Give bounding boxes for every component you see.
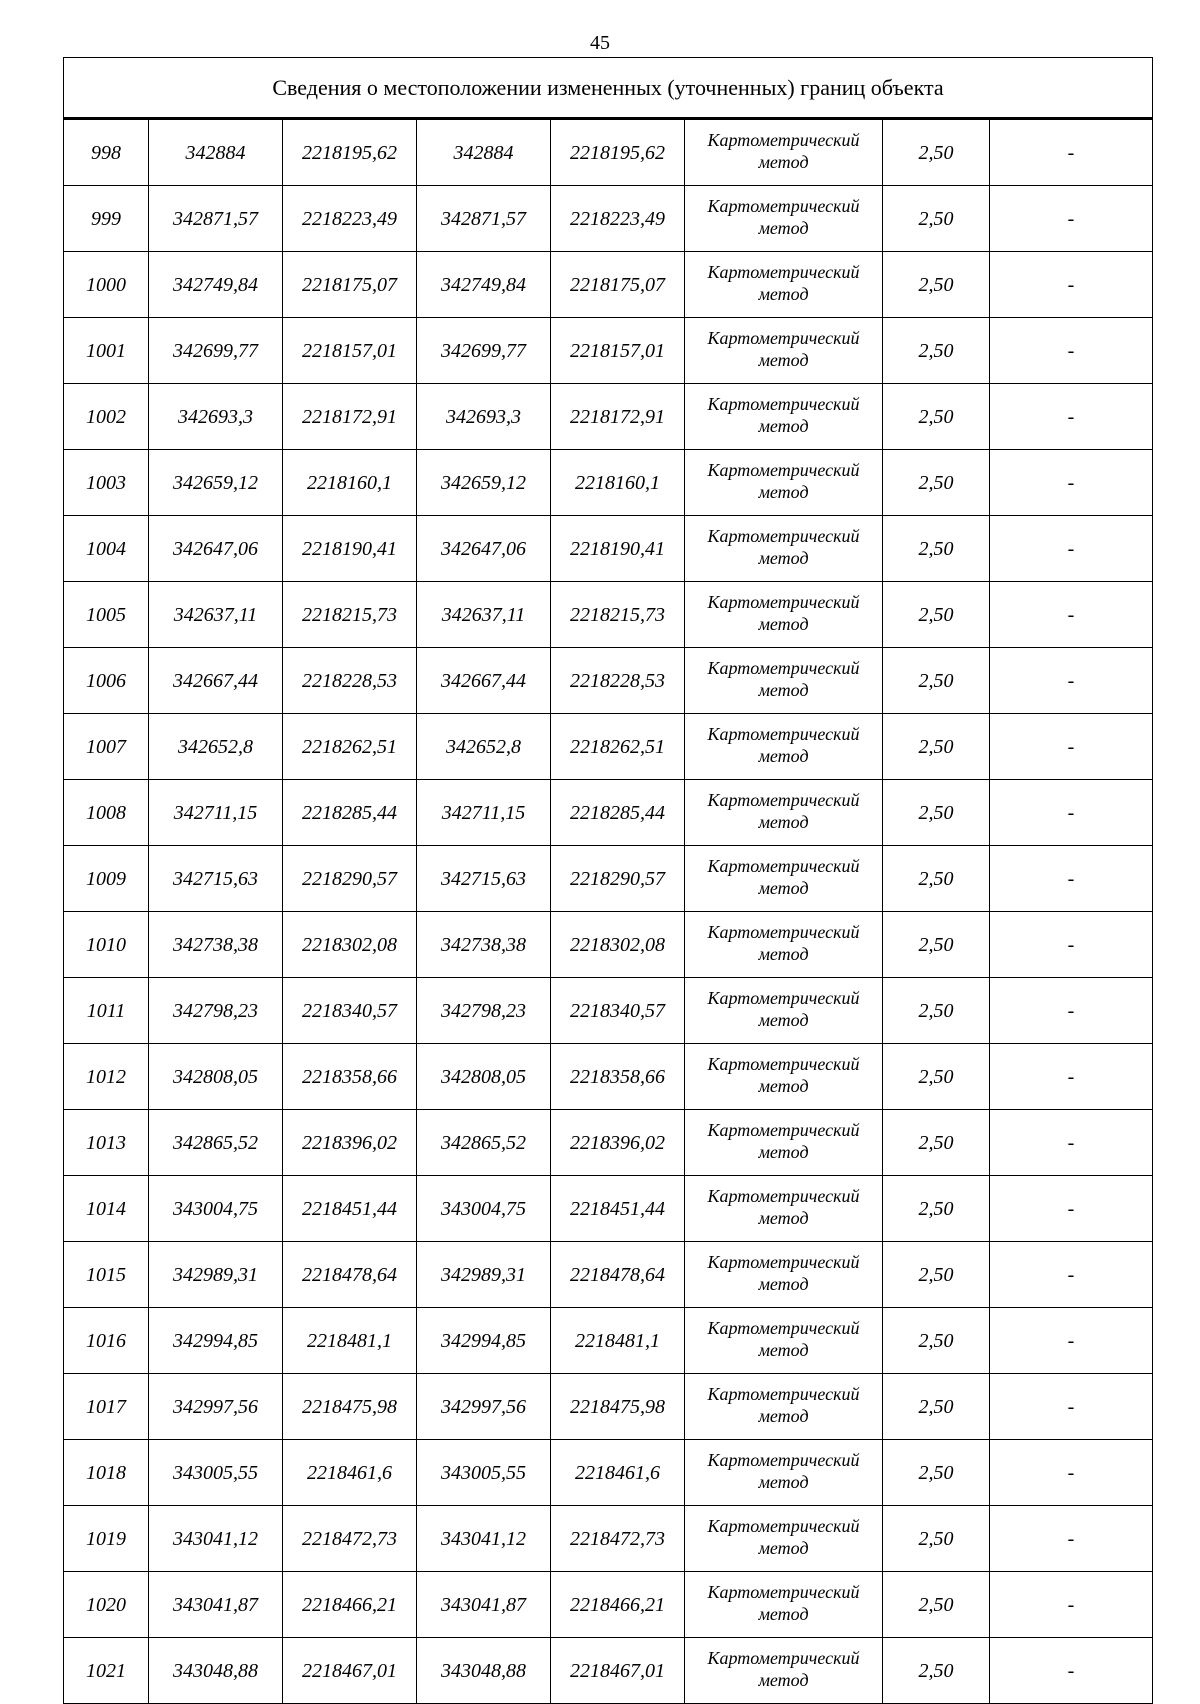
refined-x-cell: 342699,77 bbox=[417, 318, 551, 384]
method-cell: Картометрический метод bbox=[685, 582, 883, 648]
existing-x-cell: 342871,57 bbox=[149, 186, 283, 252]
existing-y-cell: 2218461,6 bbox=[283, 1440, 417, 1506]
method-cell: Картометрический метод bbox=[685, 516, 883, 582]
refined-y-cell: 2218481,1 bbox=[551, 1308, 685, 1374]
accuracy-cell: 2,50 bbox=[883, 846, 990, 912]
method-cell: Картометрический метод bbox=[685, 1440, 883, 1506]
method-cell: Картометрический метод bbox=[685, 384, 883, 450]
refined-x-cell: 343005,55 bbox=[417, 1440, 551, 1506]
table-row bbox=[64, 978, 1153, 1044]
note-cell: - bbox=[990, 516, 1153, 582]
refined-x-cell: 342871,57 bbox=[417, 186, 551, 252]
accuracy-cell: 2,50 bbox=[883, 1242, 990, 1308]
refined-y-cell: 2218396,02 bbox=[551, 1110, 685, 1176]
existing-x-cell: 342798,23 bbox=[149, 978, 283, 1044]
method-cell: Картометрический метод bbox=[685, 1506, 883, 1572]
note-cell: - bbox=[990, 186, 1153, 252]
accuracy-cell: 2,50 bbox=[883, 648, 990, 714]
table-row bbox=[64, 384, 1153, 450]
point-number-cell: 1003 bbox=[64, 450, 149, 516]
method-cell: Картометрический метод bbox=[685, 714, 883, 780]
refined-x-cell: 342884 bbox=[417, 119, 551, 186]
table-row bbox=[64, 119, 1153, 186]
refined-y-cell: 2218157,01 bbox=[551, 318, 685, 384]
refined-x-cell: 342693,3 bbox=[417, 384, 551, 450]
table-row bbox=[64, 780, 1153, 846]
table-body bbox=[64, 119, 1153, 1704]
point-number-cell: 1011 bbox=[64, 978, 149, 1044]
point-number-cell: 1013 bbox=[64, 1110, 149, 1176]
accuracy-cell: 2,50 bbox=[883, 450, 990, 516]
point-number-cell: 1015 bbox=[64, 1242, 149, 1308]
existing-y-cell: 2218175,07 bbox=[283, 252, 417, 318]
refined-x-cell: 342652,8 bbox=[417, 714, 551, 780]
point-number-cell: 999 bbox=[64, 186, 149, 252]
existing-x-cell: 342997,56 bbox=[149, 1374, 283, 1440]
table-row bbox=[64, 516, 1153, 582]
existing-y-cell: 2218285,44 bbox=[283, 780, 417, 846]
table-title: Сведения о местоположении измененных (уточненных) границ объекта bbox=[64, 58, 1153, 119]
refined-x-cell: 342997,56 bbox=[417, 1374, 551, 1440]
note-cell: - bbox=[990, 1242, 1153, 1308]
existing-y-cell: 2218358,66 bbox=[283, 1044, 417, 1110]
table-row bbox=[64, 1308, 1153, 1374]
existing-y-cell: 2218478,64 bbox=[283, 1242, 417, 1308]
existing-y-cell: 2218160,1 bbox=[283, 450, 417, 516]
point-number-cell: 1014 bbox=[64, 1176, 149, 1242]
refined-x-cell: 343041,87 bbox=[417, 1572, 551, 1638]
method-cell: Картометрический метод bbox=[685, 912, 883, 978]
table-row bbox=[64, 1176, 1153, 1242]
refined-x-cell: 342637,11 bbox=[417, 582, 551, 648]
refined-y-cell: 2218195,62 bbox=[551, 119, 685, 186]
refined-y-cell: 2218262,51 bbox=[551, 714, 685, 780]
table-row bbox=[64, 1374, 1153, 1440]
refined-x-cell: 343004,75 bbox=[417, 1176, 551, 1242]
table-row bbox=[64, 1506, 1153, 1572]
accuracy-cell: 2,50 bbox=[883, 1506, 990, 1572]
refined-y-cell: 2218172,91 bbox=[551, 384, 685, 450]
refined-x-cell: 342659,12 bbox=[417, 450, 551, 516]
existing-x-cell: 343041,12 bbox=[149, 1506, 283, 1572]
method-cell: Картометрический метод bbox=[685, 252, 883, 318]
note-cell: - bbox=[990, 1308, 1153, 1374]
existing-x-cell: 342637,11 bbox=[149, 582, 283, 648]
existing-x-cell: 343004,75 bbox=[149, 1176, 283, 1242]
refined-x-cell: 342865,52 bbox=[417, 1110, 551, 1176]
page-number: 45 bbox=[590, 32, 610, 54]
method-cell: Картометрический метод bbox=[685, 318, 883, 384]
refined-x-cell: 342711,15 bbox=[417, 780, 551, 846]
note-cell: - bbox=[990, 912, 1153, 978]
refined-y-cell: 2218223,49 bbox=[551, 186, 685, 252]
accuracy-cell: 2,50 bbox=[883, 978, 990, 1044]
accuracy-cell: 2,50 bbox=[883, 1374, 990, 1440]
point-number-cell: 1002 bbox=[64, 384, 149, 450]
point-number-cell: 1021 bbox=[64, 1638, 149, 1704]
note-cell: - bbox=[990, 1572, 1153, 1638]
table-row bbox=[64, 252, 1153, 318]
point-number-cell: 1016 bbox=[64, 1308, 149, 1374]
existing-x-cell: 342715,63 bbox=[149, 846, 283, 912]
existing-y-cell: 2218223,49 bbox=[283, 186, 417, 252]
table-title-row bbox=[64, 58, 1153, 119]
method-cell: Картометрический метод bbox=[685, 1308, 883, 1374]
accuracy-cell: 2,50 bbox=[883, 1440, 990, 1506]
table-row bbox=[64, 1242, 1153, 1308]
table-row bbox=[64, 186, 1153, 252]
refined-x-cell: 342798,23 bbox=[417, 978, 551, 1044]
refined-y-cell: 2218215,73 bbox=[551, 582, 685, 648]
existing-x-cell: 342647,06 bbox=[149, 516, 283, 582]
point-number-cell: 1019 bbox=[64, 1506, 149, 1572]
existing-x-cell: 342699,77 bbox=[149, 318, 283, 384]
refined-y-cell: 2218467,01 bbox=[551, 1638, 685, 1704]
existing-y-cell: 2218262,51 bbox=[283, 714, 417, 780]
method-cell: Картометрический метод bbox=[685, 846, 883, 912]
accuracy-cell: 2,50 bbox=[883, 912, 990, 978]
table-row bbox=[64, 1044, 1153, 1110]
table-row bbox=[64, 1110, 1153, 1176]
note-cell: - bbox=[990, 1638, 1153, 1704]
existing-y-cell: 2218466,21 bbox=[283, 1572, 417, 1638]
existing-x-cell: 343041,87 bbox=[149, 1572, 283, 1638]
point-number-cell: 1007 bbox=[64, 714, 149, 780]
note-cell: - bbox=[990, 714, 1153, 780]
refined-x-cell: 342715,63 bbox=[417, 846, 551, 912]
point-number-cell: 1009 bbox=[64, 846, 149, 912]
existing-y-cell: 2218215,73 bbox=[283, 582, 417, 648]
method-cell: Картометрический метод bbox=[685, 1572, 883, 1638]
refined-x-cell: 343041,12 bbox=[417, 1506, 551, 1572]
refined-x-cell: 342667,44 bbox=[417, 648, 551, 714]
existing-x-cell: 342989,31 bbox=[149, 1242, 283, 1308]
existing-y-cell: 2218228,53 bbox=[283, 648, 417, 714]
refined-y-cell: 2218478,64 bbox=[551, 1242, 685, 1308]
point-number-cell: 1017 bbox=[64, 1374, 149, 1440]
existing-y-cell: 2218190,41 bbox=[283, 516, 417, 582]
existing-y-cell: 2218302,08 bbox=[283, 912, 417, 978]
refined-y-cell: 2218472,73 bbox=[551, 1506, 685, 1572]
note-cell: - bbox=[990, 1506, 1153, 1572]
note-cell: - bbox=[990, 384, 1153, 450]
accuracy-cell: 2,50 bbox=[883, 119, 990, 186]
existing-y-cell: 2218195,62 bbox=[283, 119, 417, 186]
note-cell: - bbox=[990, 1110, 1153, 1176]
point-number-cell: 998 bbox=[64, 119, 149, 186]
accuracy-cell: 2,50 bbox=[883, 384, 990, 450]
existing-y-cell: 2218481,1 bbox=[283, 1308, 417, 1374]
table-row bbox=[64, 1638, 1153, 1704]
existing-x-cell: 343048,88 bbox=[149, 1638, 283, 1704]
refined-y-cell: 2218290,57 bbox=[551, 846, 685, 912]
refined-y-cell: 2218175,07 bbox=[551, 252, 685, 318]
method-cell: Картометрический метод bbox=[685, 1176, 883, 1242]
existing-y-cell: 2218340,57 bbox=[283, 978, 417, 1044]
table-row bbox=[64, 714, 1153, 780]
accuracy-cell: 2,50 bbox=[883, 1572, 990, 1638]
point-number-cell: 1008 bbox=[64, 780, 149, 846]
refined-y-cell: 2218358,66 bbox=[551, 1044, 685, 1110]
method-cell: Картометрический метод bbox=[685, 780, 883, 846]
existing-x-cell: 343005,55 bbox=[149, 1440, 283, 1506]
note-cell: - bbox=[990, 1044, 1153, 1110]
method-cell: Картометрический метод bbox=[685, 186, 883, 252]
refined-y-cell: 2218228,53 bbox=[551, 648, 685, 714]
note-cell: - bbox=[990, 1440, 1153, 1506]
refined-y-cell: 2218475,98 bbox=[551, 1374, 685, 1440]
existing-x-cell: 342659,12 bbox=[149, 450, 283, 516]
accuracy-cell: 2,50 bbox=[883, 780, 990, 846]
method-cell: Картометрический метод bbox=[685, 648, 883, 714]
refined-x-cell: 342994,85 bbox=[417, 1308, 551, 1374]
point-number-cell: 1001 bbox=[64, 318, 149, 384]
existing-x-cell: 342711,15 bbox=[149, 780, 283, 846]
method-cell: Картометрический метод bbox=[685, 450, 883, 516]
accuracy-cell: 2,50 bbox=[883, 252, 990, 318]
note-cell: - bbox=[990, 450, 1153, 516]
table-row bbox=[64, 846, 1153, 912]
refined-y-cell: 2218340,57 bbox=[551, 978, 685, 1044]
accuracy-cell: 2,50 bbox=[883, 582, 990, 648]
refined-y-cell: 2218285,44 bbox=[551, 780, 685, 846]
existing-y-cell: 2218396,02 bbox=[283, 1110, 417, 1176]
existing-x-cell: 342994,85 bbox=[149, 1308, 283, 1374]
accuracy-cell: 2,50 bbox=[883, 1110, 990, 1176]
note-cell: - bbox=[990, 318, 1153, 384]
method-cell: Картометрический метод bbox=[685, 1374, 883, 1440]
accuracy-cell: 2,50 bbox=[883, 1308, 990, 1374]
existing-y-cell: 2218290,57 bbox=[283, 846, 417, 912]
table-row bbox=[64, 582, 1153, 648]
accuracy-cell: 2,50 bbox=[883, 318, 990, 384]
accuracy-cell: 2,50 bbox=[883, 1176, 990, 1242]
refined-x-cell: 342738,38 bbox=[417, 912, 551, 978]
note-cell: - bbox=[990, 978, 1153, 1044]
existing-x-cell: 342865,52 bbox=[149, 1110, 283, 1176]
existing-y-cell: 2218451,44 bbox=[283, 1176, 417, 1242]
refined-y-cell: 2218160,1 bbox=[551, 450, 685, 516]
note-cell: - bbox=[990, 1374, 1153, 1440]
method-cell: Картометрический метод bbox=[685, 1110, 883, 1176]
note-cell: - bbox=[990, 648, 1153, 714]
refined-y-cell: 2218190,41 bbox=[551, 516, 685, 582]
table-row bbox=[64, 912, 1153, 978]
existing-y-cell: 2218467,01 bbox=[283, 1638, 417, 1704]
note-cell: - bbox=[990, 582, 1153, 648]
refined-y-cell: 2218451,44 bbox=[551, 1176, 685, 1242]
table-row bbox=[64, 318, 1153, 384]
accuracy-cell: 2,50 bbox=[883, 516, 990, 582]
note-cell: - bbox=[990, 119, 1153, 186]
existing-x-cell: 342808,05 bbox=[149, 1044, 283, 1110]
point-number-cell: 1012 bbox=[64, 1044, 149, 1110]
existing-x-cell: 342652,8 bbox=[149, 714, 283, 780]
refined-x-cell: 343048,88 bbox=[417, 1638, 551, 1704]
refined-y-cell: 2218466,21 bbox=[551, 1572, 685, 1638]
point-number-cell: 1006 bbox=[64, 648, 149, 714]
point-number-cell: 1018 bbox=[64, 1440, 149, 1506]
accuracy-cell: 2,50 bbox=[883, 1638, 990, 1704]
existing-y-cell: 2218172,91 bbox=[283, 384, 417, 450]
point-number-cell: 1005 bbox=[64, 582, 149, 648]
refined-x-cell: 342989,31 bbox=[417, 1242, 551, 1308]
table-row bbox=[64, 1440, 1153, 1506]
existing-y-cell: 2218472,73 bbox=[283, 1506, 417, 1572]
table-row bbox=[64, 1572, 1153, 1638]
point-number-cell: 1010 bbox=[64, 912, 149, 978]
accuracy-cell: 2,50 bbox=[883, 1044, 990, 1110]
refined-x-cell: 342808,05 bbox=[417, 1044, 551, 1110]
existing-y-cell: 2218157,01 bbox=[283, 318, 417, 384]
note-cell: - bbox=[990, 780, 1153, 846]
existing-x-cell: 342738,38 bbox=[149, 912, 283, 978]
point-number-cell: 1020 bbox=[64, 1572, 149, 1638]
point-number-cell: 1004 bbox=[64, 516, 149, 582]
existing-x-cell: 342884 bbox=[149, 119, 283, 186]
existing-x-cell: 342749,84 bbox=[149, 252, 283, 318]
method-cell: Картометрический метод bbox=[685, 1242, 883, 1308]
accuracy-cell: 2,50 bbox=[883, 714, 990, 780]
table-row bbox=[64, 648, 1153, 714]
accuracy-cell: 2,50 bbox=[883, 186, 990, 252]
method-cell: Картометрический метод bbox=[685, 119, 883, 186]
existing-x-cell: 342667,44 bbox=[149, 648, 283, 714]
refined-x-cell: 342749,84 bbox=[417, 252, 551, 318]
existing-y-cell: 2218475,98 bbox=[283, 1374, 417, 1440]
refined-y-cell: 2218461,6 bbox=[551, 1440, 685, 1506]
note-cell: - bbox=[990, 1176, 1153, 1242]
existing-x-cell: 342693,3 bbox=[149, 384, 283, 450]
refined-x-cell: 342647,06 bbox=[417, 516, 551, 582]
method-cell: Картометрический метод bbox=[685, 978, 883, 1044]
method-cell: Картометрический метод bbox=[685, 1044, 883, 1110]
method-cell: Картометрический метод bbox=[685, 1638, 883, 1704]
note-cell: - bbox=[990, 846, 1153, 912]
note-cell: - bbox=[990, 252, 1153, 318]
refined-y-cell: 2218302,08 bbox=[551, 912, 685, 978]
table-row bbox=[64, 450, 1153, 516]
point-number-cell: 1000 bbox=[64, 252, 149, 318]
boundary-coordinates-table bbox=[63, 57, 1153, 1704]
